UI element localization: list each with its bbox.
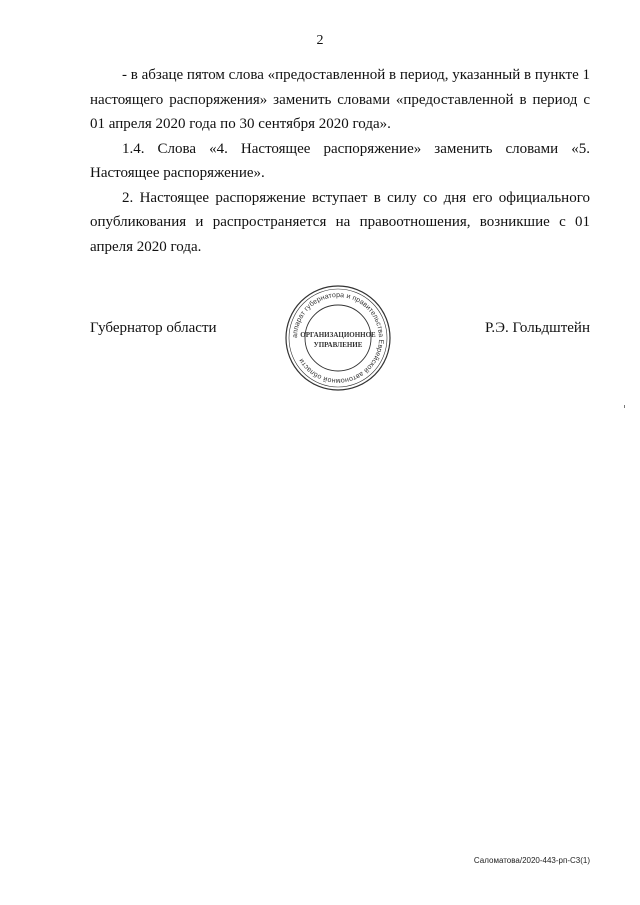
stamp-ring-text: аппарат губернатора и правительства Еврейской автономной области (291, 291, 385, 385)
page-number: 2 (316, 33, 324, 48)
stamp-center-line-2: УПРАВЛЕНИЕ (313, 341, 363, 349)
paragraph-amendment-paragraph-five: - в абзаце пятом слова «предоставленной в период, указанный в пункте 1 настоящего распоряжения» заменить словами «предоставленной в период с 01 апреля 2020 года по 30 сентября 2020 года». (90, 67, 590, 132)
signer-name: Р.Э. Гольдштейн (484, 320, 590, 336)
signer-title: Губернатор области (90, 320, 217, 336)
official-seal (283, 283, 393, 393)
footer-reference: Саломатова/2020-443-рп-С3(1) (473, 856, 590, 865)
paragraph-effective-date: 2. Настоящее распоряжение вступает в силу со дня его официального опубликования и распространяется на правоотношения, возникшие с 01 апреля 2020 года. (90, 189, 590, 255)
document-body (90, 63, 590, 259)
scan-speck (624, 405, 625, 408)
stamp-center-line-1: ОРГАНИЗАЦИОННОЕ (300, 331, 376, 339)
paragraph-amendment-1-4: 1.4. Слова «4. Настоящее распоряжение» заменить словами «5. Настоящее распоряжение». (90, 140, 590, 181)
